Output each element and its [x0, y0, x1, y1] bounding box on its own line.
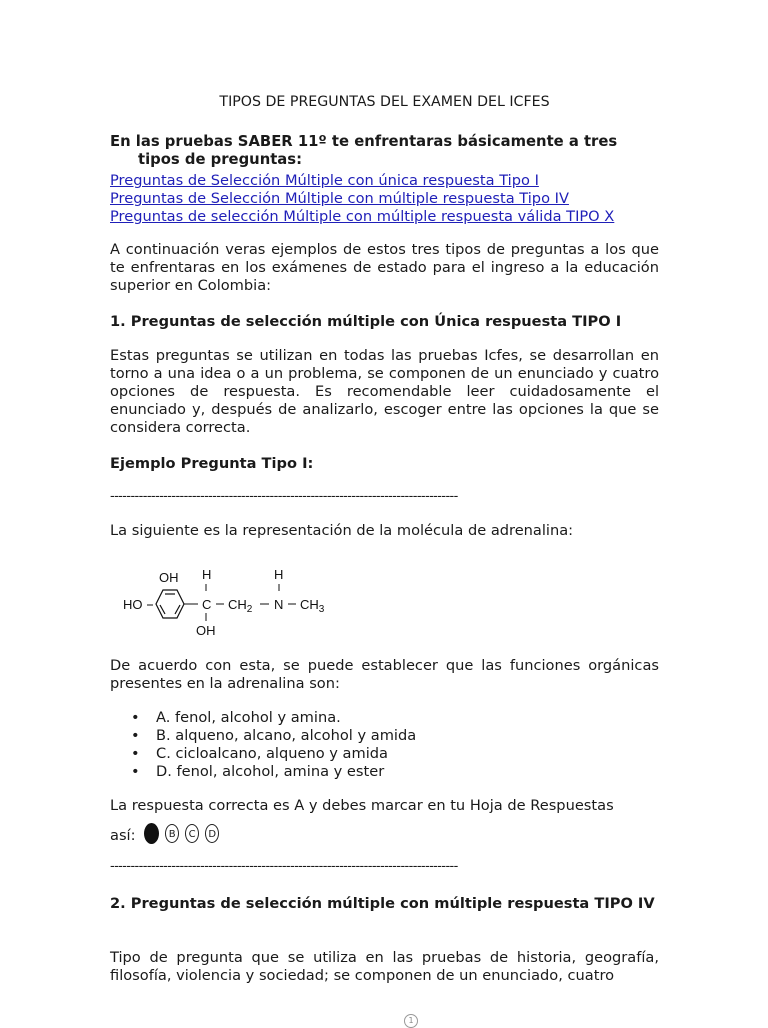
option-b: • B. alqueno, alcano, alcohol y amida [131, 727, 417, 744]
intro-line-2: tipos de preguntas: [138, 151, 303, 168]
answer-line-1: La respuesta correcta es A y debes marcar en tu Hoja de Respuestas [110, 797, 614, 814]
bullet-icon: • [131, 745, 140, 762]
molecule-ho-left: HO [123, 597, 143, 612]
molecule-c: C [202, 597, 212, 612]
molecule-ch2: $CH_2$ [228, 597, 253, 615]
molecule-ch3: $CH_3$ [300, 597, 325, 615]
bubble-b-icon: B [165, 824, 179, 843]
section-1-body: Estas preguntas se utilizan en todas las pruebas Icfes, se desarrollan en torno a una idea o a un problema, se componen de un enunciado y cuatro opciones de respuesta. Es recomendable leer cuidadosamente el enunciado y, después de analizarlo, escoger entre las opciones la que se considera correcta. [110, 347, 659, 436]
molecule-n: N [274, 597, 284, 612]
divider-line: ------------------------------------------------------------------------------------- [110, 489, 458, 504]
page-number: 1 [404, 1014, 418, 1028]
bubble-c-icon: C [185, 824, 199, 843]
question-text: De acuerdo con esta, se puede establecer que las funciones orgánicas presentes en la adrenalina son: [110, 657, 659, 692]
intro-line-1: En las pruebas SABER 11º te enfrentaras básicamente a tres [110, 133, 618, 150]
question-types-links [110, 172, 659, 226]
option-d: • D. fenol, alcohol, amina y ester [131, 763, 385, 780]
answer-line-2: así: [110, 827, 136, 844]
molecule-h-2: H [274, 567, 284, 582]
benzene-ring [156, 590, 184, 618]
molecule-oh-bottom: OH [196, 623, 216, 638]
bullet-icon: • [131, 727, 140, 744]
adrenaline-molecule-diagram [118, 560, 348, 644]
intro-heading [110, 133, 659, 169]
answer-bubbles [144, 823, 219, 844]
example-heading: Ejemplo Pregunta Tipo I: [110, 455, 314, 472]
molecule-h-1: H [202, 567, 212, 582]
page-title: TIPOS DE PREGUNTAS DEL EXAMEN DEL ICFES [219, 94, 550, 110]
molecule-oh-top: OH [159, 570, 179, 585]
divider-line-2: ------------------------------------------------------------------------------------- [110, 859, 458, 874]
bullet-icon: • [131, 709, 140, 726]
question-intro: La siguiente es la representación de la molécula de adrenalina: [110, 522, 574, 539]
bubble-d-icon: D [205, 824, 219, 843]
answer-options-list [110, 709, 659, 781]
option-a: • A. fenol, alcohol y amina. [131, 709, 341, 726]
link-tipo-x[interactable]: Preguntas de selección Múltiple con múltiple respuesta válida TIPO X [110, 208, 615, 225]
answer-explanation [110, 797, 659, 845]
bullet-icon: • [131, 763, 140, 780]
section-2-body: Tipo de pregunta que se utiliza en las pruebas de historia, geografía, filosofía, violencia y sociedad; se componen de un enunciado, cuatro [110, 949, 659, 984]
bubble-a-filled-icon [144, 823, 159, 844]
link-tipo-iv[interactable]: Preguntas de Selección Múltiple con múltiple respuesta Tipo IV [110, 190, 569, 207]
continuation-paragraph: A continuación veras ejemplos de estos tres tipos de preguntas a los que te enfrentaras en los exámenes de estado para el ingreso a la educación superior en Colombia: [110, 241, 659, 294]
link-tipo-i[interactable]: Preguntas de Selección Múltiple con única respuesta Tipo I [110, 172, 539, 189]
section-1-heading: 1. Preguntas de selección múltiple con Única respuesta TIPO I [110, 313, 622, 330]
section-2-heading: 2. Preguntas de selección múltiple con múltiple respuesta TIPO IV [110, 895, 655, 912]
option-c: • C. cicloalcano, alqueno y amida [131, 745, 388, 762]
